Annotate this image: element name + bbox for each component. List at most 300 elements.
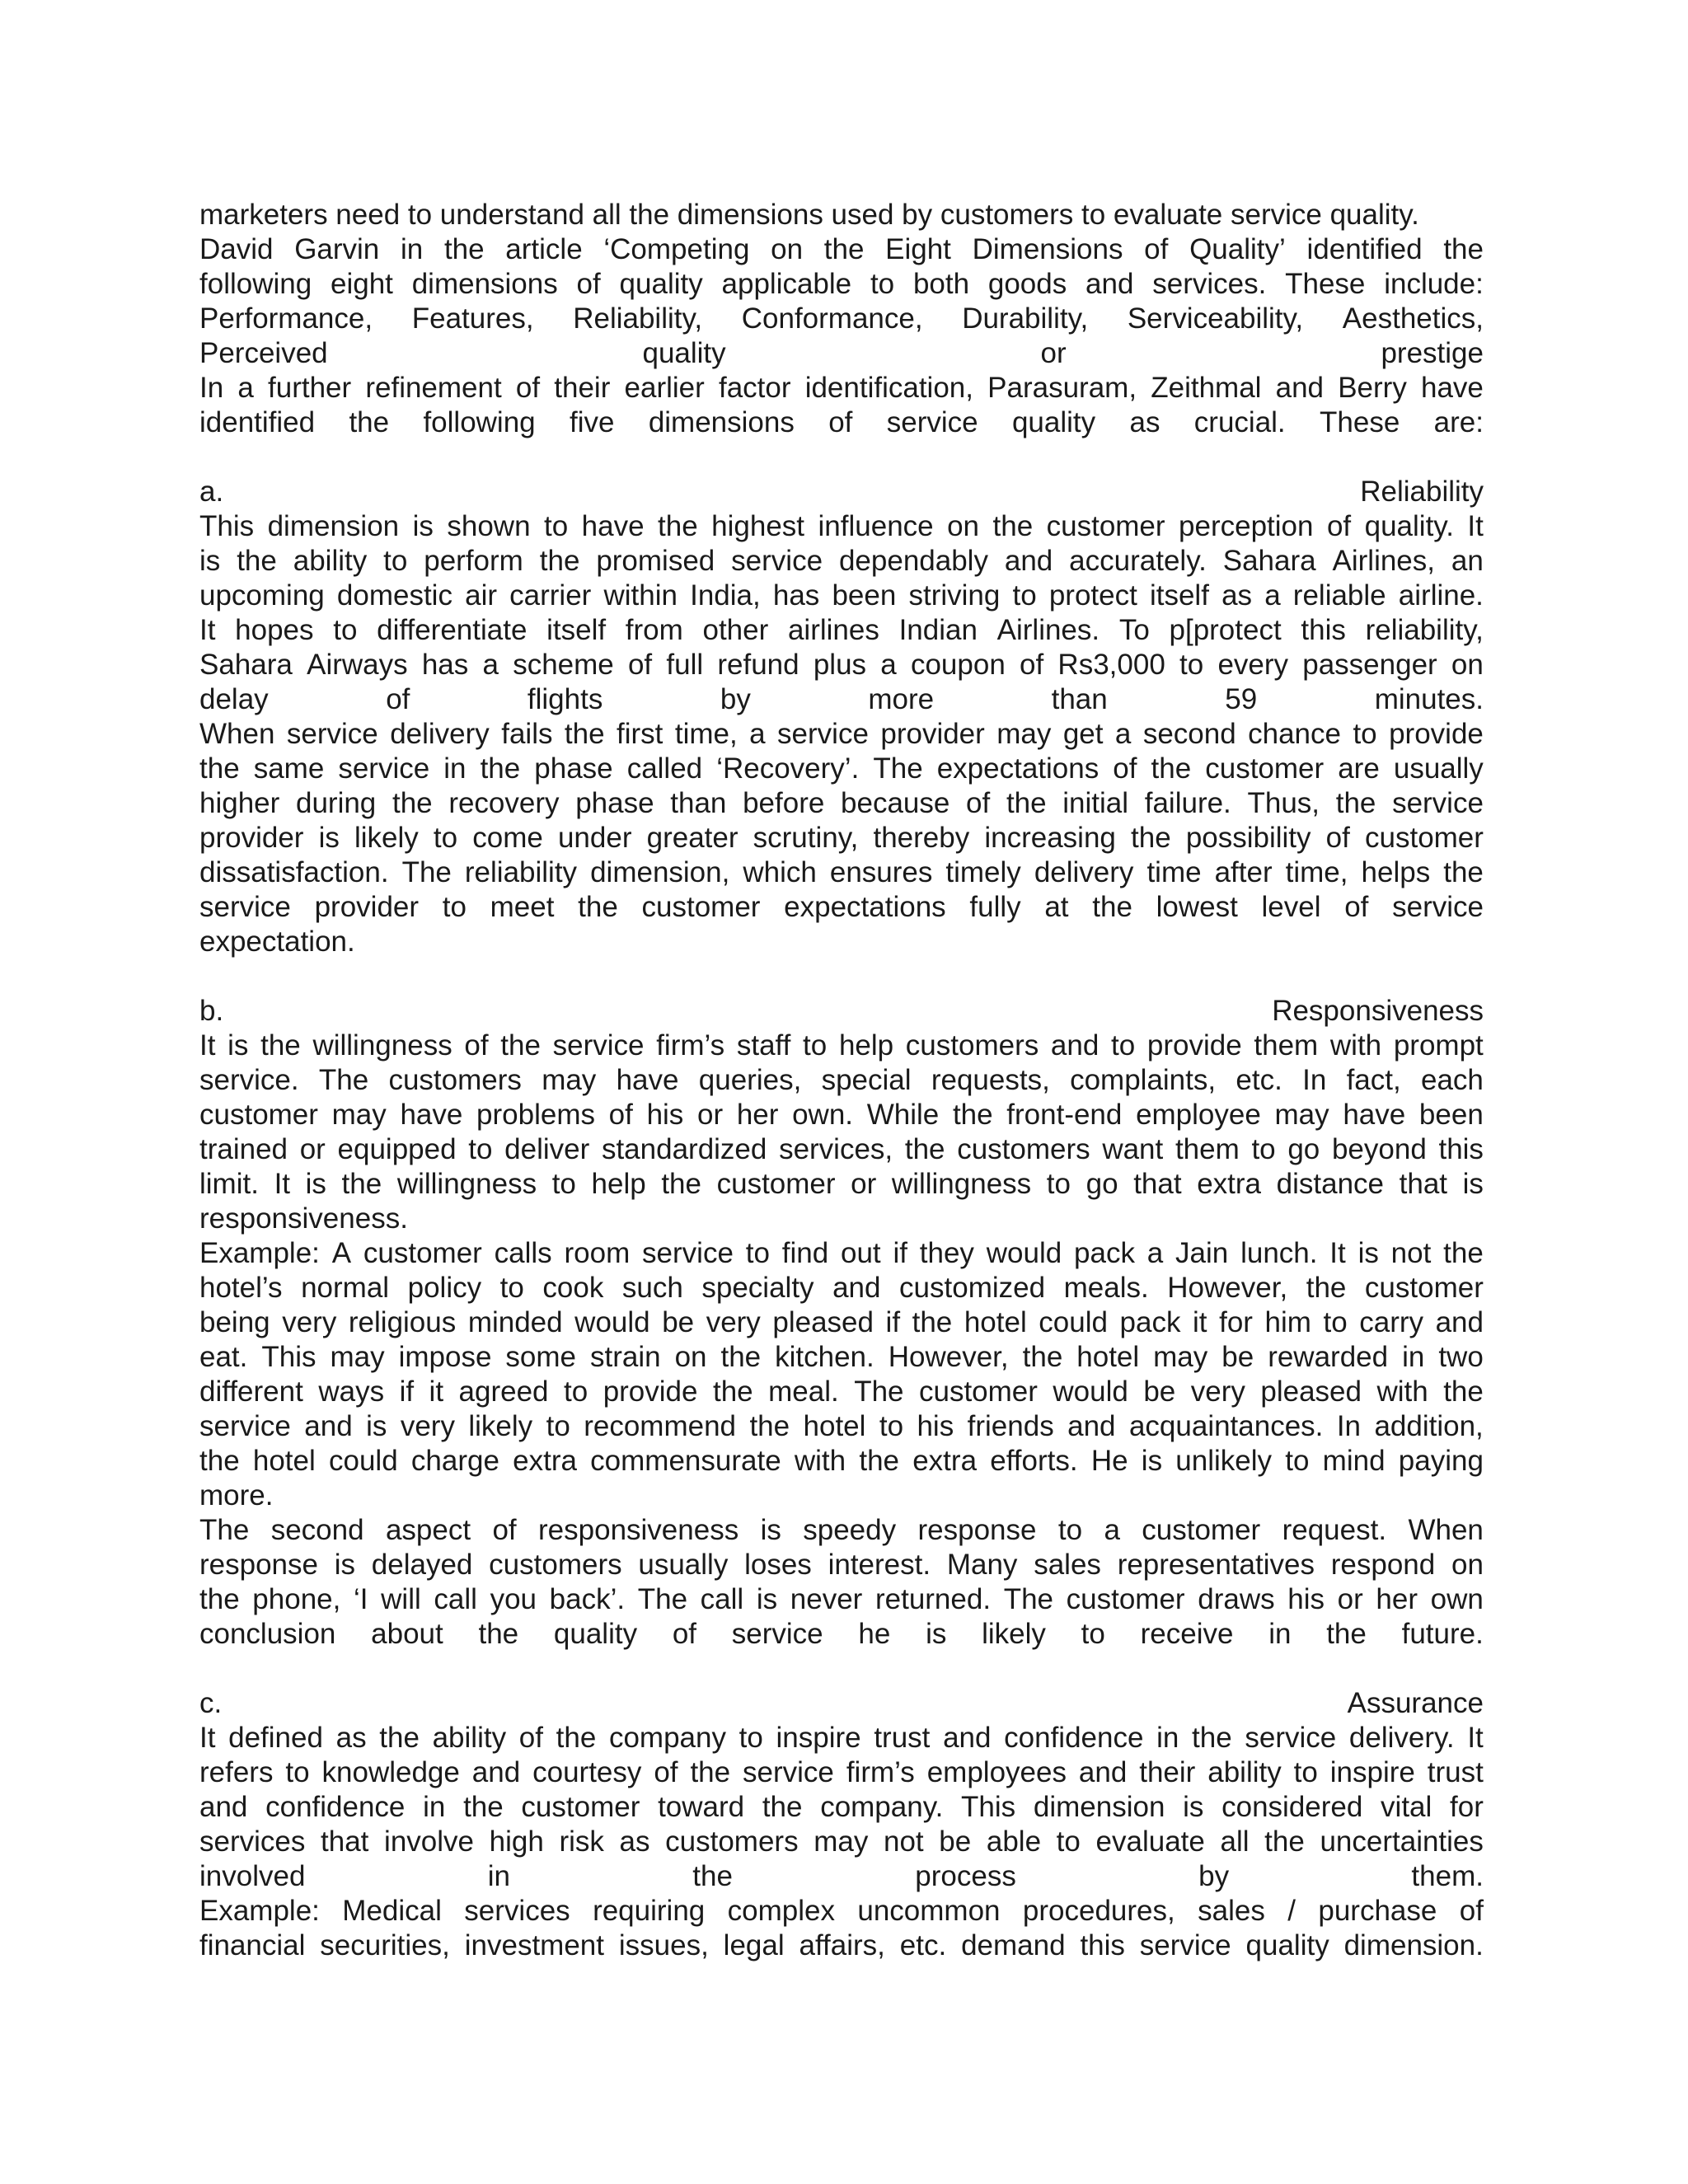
text-line [199, 1929, 1484, 1963]
word: unlikely [1175, 1445, 1273, 1477]
word: will [381, 1583, 421, 1615]
word: quality [1245, 1929, 1329, 1961]
text-line [199, 1825, 1484, 1859]
word: a [237, 372, 254, 404]
word: the [480, 752, 521, 785]
word: in [443, 752, 467, 785]
word: provide [1389, 718, 1484, 750]
word: The [318, 1064, 369, 1096]
word: cook [542, 1272, 604, 1304]
word: airline. [1398, 579, 1484, 612]
word: the [237, 545, 277, 577]
word: the [341, 1168, 382, 1200]
text-line: marketers need to understand all the dimensions used by customers to evaluate service quality. [199, 199, 1419, 231]
word: the [859, 1445, 899, 1477]
word: The [1003, 1583, 1054, 1615]
word: dimension. [1343, 1929, 1484, 1961]
word: initial [1062, 787, 1129, 819]
word: provider [880, 718, 985, 750]
word: David [199, 233, 274, 265]
word: to [499, 1272, 524, 1304]
word: could [1039, 1306, 1108, 1338]
word: rewarded [1268, 1341, 1389, 1373]
word: are: [1433, 406, 1484, 438]
word: differentiate [377, 614, 528, 646]
word: in [1268, 1618, 1292, 1650]
word: second [270, 1514, 364, 1546]
word: eight [331, 268, 393, 300]
word: on [1451, 1549, 1484, 1581]
word: for [1219, 1306, 1253, 1338]
word: Aesthetics, [1342, 302, 1484, 335]
word: service [1139, 1929, 1231, 1961]
word: minded [467, 1306, 563, 1338]
word: has [421, 649, 469, 681]
word: services. [1152, 268, 1267, 300]
word: on [771, 233, 804, 265]
word: Example: [199, 1895, 320, 1927]
word: which [743, 856, 817, 888]
word: in [487, 1860, 510, 1892]
word: sales [1198, 1895, 1265, 1927]
word: trained [199, 1133, 288, 1165]
word: service [777, 718, 869, 750]
word: Reliability, [573, 302, 703, 335]
section-reliability [199, 475, 1484, 959]
word: Performance, [199, 302, 373, 335]
word: very [400, 1410, 455, 1442]
word: at [1044, 891, 1069, 923]
word: or [697, 1099, 724, 1131]
word: are [1338, 752, 1380, 785]
word: customer [1066, 1583, 1185, 1615]
word: In [1336, 1410, 1362, 1442]
word: in [1402, 1341, 1425, 1373]
word: requiring [593, 1895, 706, 1927]
section-marker: b. [199, 995, 224, 1027]
text-line [199, 544, 1484, 579]
word: out [841, 1237, 881, 1269]
word: friends [967, 1410, 1054, 1442]
word: of [1344, 891, 1369, 923]
word: every [1217, 649, 1289, 681]
word: would [574, 1306, 650, 1338]
word: ways [318, 1376, 385, 1408]
word: dimension, [590, 856, 730, 888]
word: the [1443, 856, 1484, 888]
word: want [1102, 1133, 1164, 1165]
word: following [423, 406, 536, 438]
word: requests, [931, 1064, 1050, 1096]
word: is [199, 545, 221, 577]
word: both [912, 268, 970, 300]
word: hotel [252, 1445, 316, 1477]
word: conclusion [199, 1618, 336, 1650]
word: Durability, [962, 302, 1089, 335]
text-line [199, 1236, 1484, 1271]
word: Thus, [1247, 787, 1320, 819]
word: beyond [1331, 1133, 1427, 1165]
word: customer [1142, 1514, 1261, 1546]
word: distance [1276, 1168, 1385, 1200]
word: extra [912, 1445, 978, 1477]
word: meal. [768, 1376, 839, 1408]
word: back’. [549, 1583, 626, 1615]
word: dimensions [411, 268, 558, 300]
word: is [760, 1514, 781, 1546]
word: is [305, 1168, 326, 1200]
section-title: Reliability [1360, 476, 1484, 508]
word: uncertainties [1320, 1825, 1484, 1858]
word: phase [534, 752, 613, 785]
text-line [199, 682, 1484, 717]
word: customers [957, 1133, 1090, 1165]
word: if [885, 1306, 901, 1338]
word: paying [1398, 1445, 1484, 1477]
word: dimension [267, 510, 400, 542]
word: first [617, 718, 663, 750]
word: In [1302, 1064, 1327, 1096]
word: have [1343, 1099, 1406, 1131]
word: hopes [235, 614, 314, 646]
document-body [199, 198, 1484, 1963]
text-line: more. [199, 1479, 274, 1511]
word: the [823, 233, 865, 265]
word: When [199, 718, 275, 750]
word: help [591, 1168, 646, 1200]
word: some [505, 1341, 576, 1373]
text-line [199, 1029, 1484, 1063]
word: air [465, 579, 498, 612]
word: may [996, 718, 1052, 750]
word: the [992, 510, 1034, 542]
text-line [199, 1548, 1484, 1582]
word: and [1085, 268, 1134, 300]
word: have [581, 510, 645, 542]
blank-line [199, 959, 1484, 994]
word: high [489, 1825, 544, 1858]
word: delivery [390, 718, 490, 750]
word: to [333, 614, 358, 646]
word: service [642, 1237, 734, 1269]
word: loses [744, 1549, 812, 1581]
word: during [295, 787, 377, 819]
word: employee [1136, 1099, 1261, 1131]
word: the [690, 1756, 731, 1788]
word: of [492, 1514, 517, 1546]
word: quality [553, 1618, 638, 1650]
word: quality [1011, 406, 1096, 438]
word: dimensions [648, 406, 795, 438]
text-line [199, 267, 1484, 302]
word: the [379, 1722, 420, 1754]
word: to [564, 1376, 588, 1408]
word: Serviceability, [1127, 302, 1304, 335]
word: specialty [701, 1272, 814, 1304]
word: customer [1365, 822, 1484, 854]
word: scrutiny, [753, 822, 859, 854]
word: procedures, [1022, 1895, 1175, 1927]
word: very [282, 1306, 337, 1338]
word: and [832, 1272, 881, 1304]
word: pleased [772, 1306, 874, 1338]
word: following [199, 268, 312, 300]
word: on [674, 1341, 707, 1373]
word: be [1143, 1376, 1176, 1408]
word: such [621, 1272, 683, 1304]
word: strain [589, 1341, 661, 1373]
word: pack [1119, 1306, 1181, 1338]
word: The [199, 1514, 250, 1546]
word: to [879, 1410, 904, 1442]
text-line [199, 1513, 1484, 1548]
word: process [915, 1860, 1016, 1892]
word: call [434, 1583, 477, 1615]
word: you [490, 1583, 537, 1615]
word: the [443, 233, 485, 265]
word: toward [658, 1791, 745, 1823]
word: uncommon [857, 1895, 1001, 1927]
word: services, [779, 1133, 893, 1165]
word: meet [490, 891, 555, 923]
word: extra [513, 1445, 577, 1477]
word: service [286, 718, 378, 750]
text-line [199, 1098, 1484, 1132]
word: inspire [1329, 1756, 1415, 1788]
word: Rs3,000 [1057, 649, 1165, 681]
word: considered [1221, 1791, 1363, 1823]
word: that [321, 1825, 369, 1858]
word: customer [199, 1099, 318, 1131]
word: service [731, 545, 823, 577]
word: customer [363, 1237, 482, 1269]
word: within [603, 579, 678, 612]
word: them. [1411, 1860, 1484, 1892]
word: It [1329, 1237, 1346, 1269]
word: of [654, 1756, 678, 1788]
word: would [986, 1237, 1062, 1269]
word: more [868, 683, 935, 715]
word: of [1326, 510, 1352, 542]
text-line [199, 752, 1484, 786]
word: representatives [1117, 1549, 1315, 1581]
word: ability [432, 1722, 507, 1754]
word: reliability [464, 856, 578, 888]
word: include: [1384, 268, 1484, 300]
word: to [1293, 1756, 1318, 1788]
word: never [790, 1583, 863, 1615]
section-responsiveness [199, 994, 1484, 1652]
word: all [1220, 1825, 1250, 1858]
word: interest. [828, 1549, 931, 1581]
word: airlines [787, 614, 879, 646]
word: willingness [891, 1168, 1032, 1200]
word: p[protect [1169, 614, 1282, 646]
word: or [1040, 337, 1067, 369]
word: It [274, 1168, 291, 1200]
word: is [756, 1583, 778, 1615]
word: may [330, 1341, 385, 1373]
word: about [371, 1618, 443, 1650]
word: customized [899, 1272, 1046, 1304]
word: for [1450, 1791, 1484, 1823]
word: to [433, 822, 458, 854]
word: or [1337, 1583, 1363, 1615]
word: response [917, 1514, 1037, 1546]
text-line [199, 1305, 1484, 1340]
word: delayed [371, 1549, 473, 1581]
word: identified [199, 406, 316, 438]
word: to [1179, 649, 1204, 681]
word: service [1245, 1722, 1337, 1754]
word: is [1462, 1168, 1484, 1200]
word: and [1078, 1756, 1128, 1788]
word: five [570, 406, 615, 438]
word: customers [665, 1825, 799, 1858]
word: not [883, 1825, 924, 1858]
word: as [1221, 579, 1253, 612]
word: Many [946, 1549, 1018, 1581]
word: the [349, 406, 390, 438]
word: the [712, 1376, 753, 1408]
word: the [692, 1860, 733, 1892]
word: may [1153, 1341, 1208, 1373]
word: refund [717, 649, 799, 681]
word: meals. [1063, 1272, 1149, 1304]
word: from [625, 614, 683, 646]
word: her [1376, 1583, 1418, 1615]
word: higher [199, 787, 280, 819]
word: to [383, 545, 408, 577]
word: the [912, 1306, 953, 1338]
word: identification, [804, 372, 973, 404]
word: with [794, 1445, 846, 1477]
word: go [1287, 1133, 1320, 1165]
word: likely [468, 1410, 533, 1442]
word: if [399, 1376, 415, 1408]
word: crucial. [1193, 406, 1286, 438]
word: and [1050, 1029, 1100, 1062]
text-line [199, 786, 1484, 821]
word: etc. [899, 1929, 947, 1961]
word: normal [301, 1272, 390, 1304]
word: is [318, 822, 340, 854]
word: get [1062, 718, 1104, 750]
word: customer [1205, 752, 1325, 785]
word: The [854, 1376, 904, 1408]
word: is [366, 1410, 387, 1442]
word: the [392, 787, 433, 819]
word: the [749, 1410, 790, 1442]
word: a [749, 718, 766, 750]
word: hotel [803, 1410, 866, 1442]
word: This [961, 1791, 1016, 1823]
word: equipped [337, 1133, 457, 1165]
text-line [199, 1894, 1484, 1929]
word: provider [199, 822, 304, 854]
word: promised [596, 545, 715, 577]
word: speedy [803, 1514, 897, 1546]
word: expectations [784, 891, 946, 923]
word: sales [1034, 1549, 1101, 1581]
word: firm’s [656, 1029, 725, 1062]
word: recovery [448, 787, 560, 819]
word: the [199, 1583, 240, 1615]
text-line [199, 1755, 1484, 1790]
word: service [886, 406, 978, 438]
word: Parasuram, [987, 372, 1137, 404]
word: and [471, 1756, 521, 1788]
word: Airways [307, 649, 408, 681]
word: other [702, 614, 769, 646]
word: to [1056, 1825, 1081, 1858]
word: striving [908, 579, 1001, 612]
word: this [1438, 1133, 1484, 1165]
word: provide [603, 1376, 698, 1408]
word: the [478, 1618, 519, 1650]
text-line [199, 1617, 1484, 1652]
word: the [720, 1341, 762, 1373]
word: and [1067, 1410, 1116, 1442]
word: customers [489, 1549, 622, 1581]
word: or [299, 1133, 326, 1165]
word: phase [575, 787, 654, 819]
word: reliability, [1365, 614, 1484, 646]
word: different [199, 1376, 303, 1408]
word: lowest [1156, 891, 1238, 923]
word: article [505, 233, 583, 265]
word: time, [1285, 856, 1348, 888]
word: earlier [624, 372, 705, 404]
word: may [814, 1825, 869, 1858]
word: service [552, 1029, 645, 1062]
word: Airlines. [996, 614, 1100, 646]
word: highest [711, 510, 805, 542]
word: or [851, 1168, 877, 1200]
word: to [1081, 1618, 1105, 1650]
word: the [952, 1099, 993, 1131]
word: of [1113, 752, 1137, 785]
text-line: expectation. [199, 926, 355, 958]
word: defined [228, 1722, 323, 1754]
word: is [1357, 1237, 1379, 1269]
word: These [1320, 406, 1400, 438]
word: customer [716, 1168, 836, 1200]
word: call [700, 1583, 744, 1615]
word: The [637, 1583, 688, 1615]
word: Conformance, [741, 302, 923, 335]
word: is [412, 510, 434, 542]
word: problems [476, 1099, 595, 1131]
word: not [1390, 1237, 1432, 1269]
word: expectations [936, 752, 1100, 785]
word: customer [1046, 510, 1165, 542]
word: influence [818, 510, 934, 542]
word: Zeithmal [1151, 372, 1262, 404]
word: While [866, 1099, 940, 1131]
word: trust [1427, 1756, 1484, 1788]
word: as [1129, 406, 1160, 438]
word: and [1435, 1306, 1484, 1338]
word: addition, [1374, 1410, 1484, 1442]
word: have [400, 1099, 463, 1131]
word: It [1467, 1722, 1484, 1754]
word: is [227, 1029, 249, 1062]
word: draws [1198, 1583, 1275, 1615]
word: coupon [910, 649, 1006, 681]
word: customers [388, 1064, 522, 1096]
word: each [1421, 1064, 1484, 1096]
